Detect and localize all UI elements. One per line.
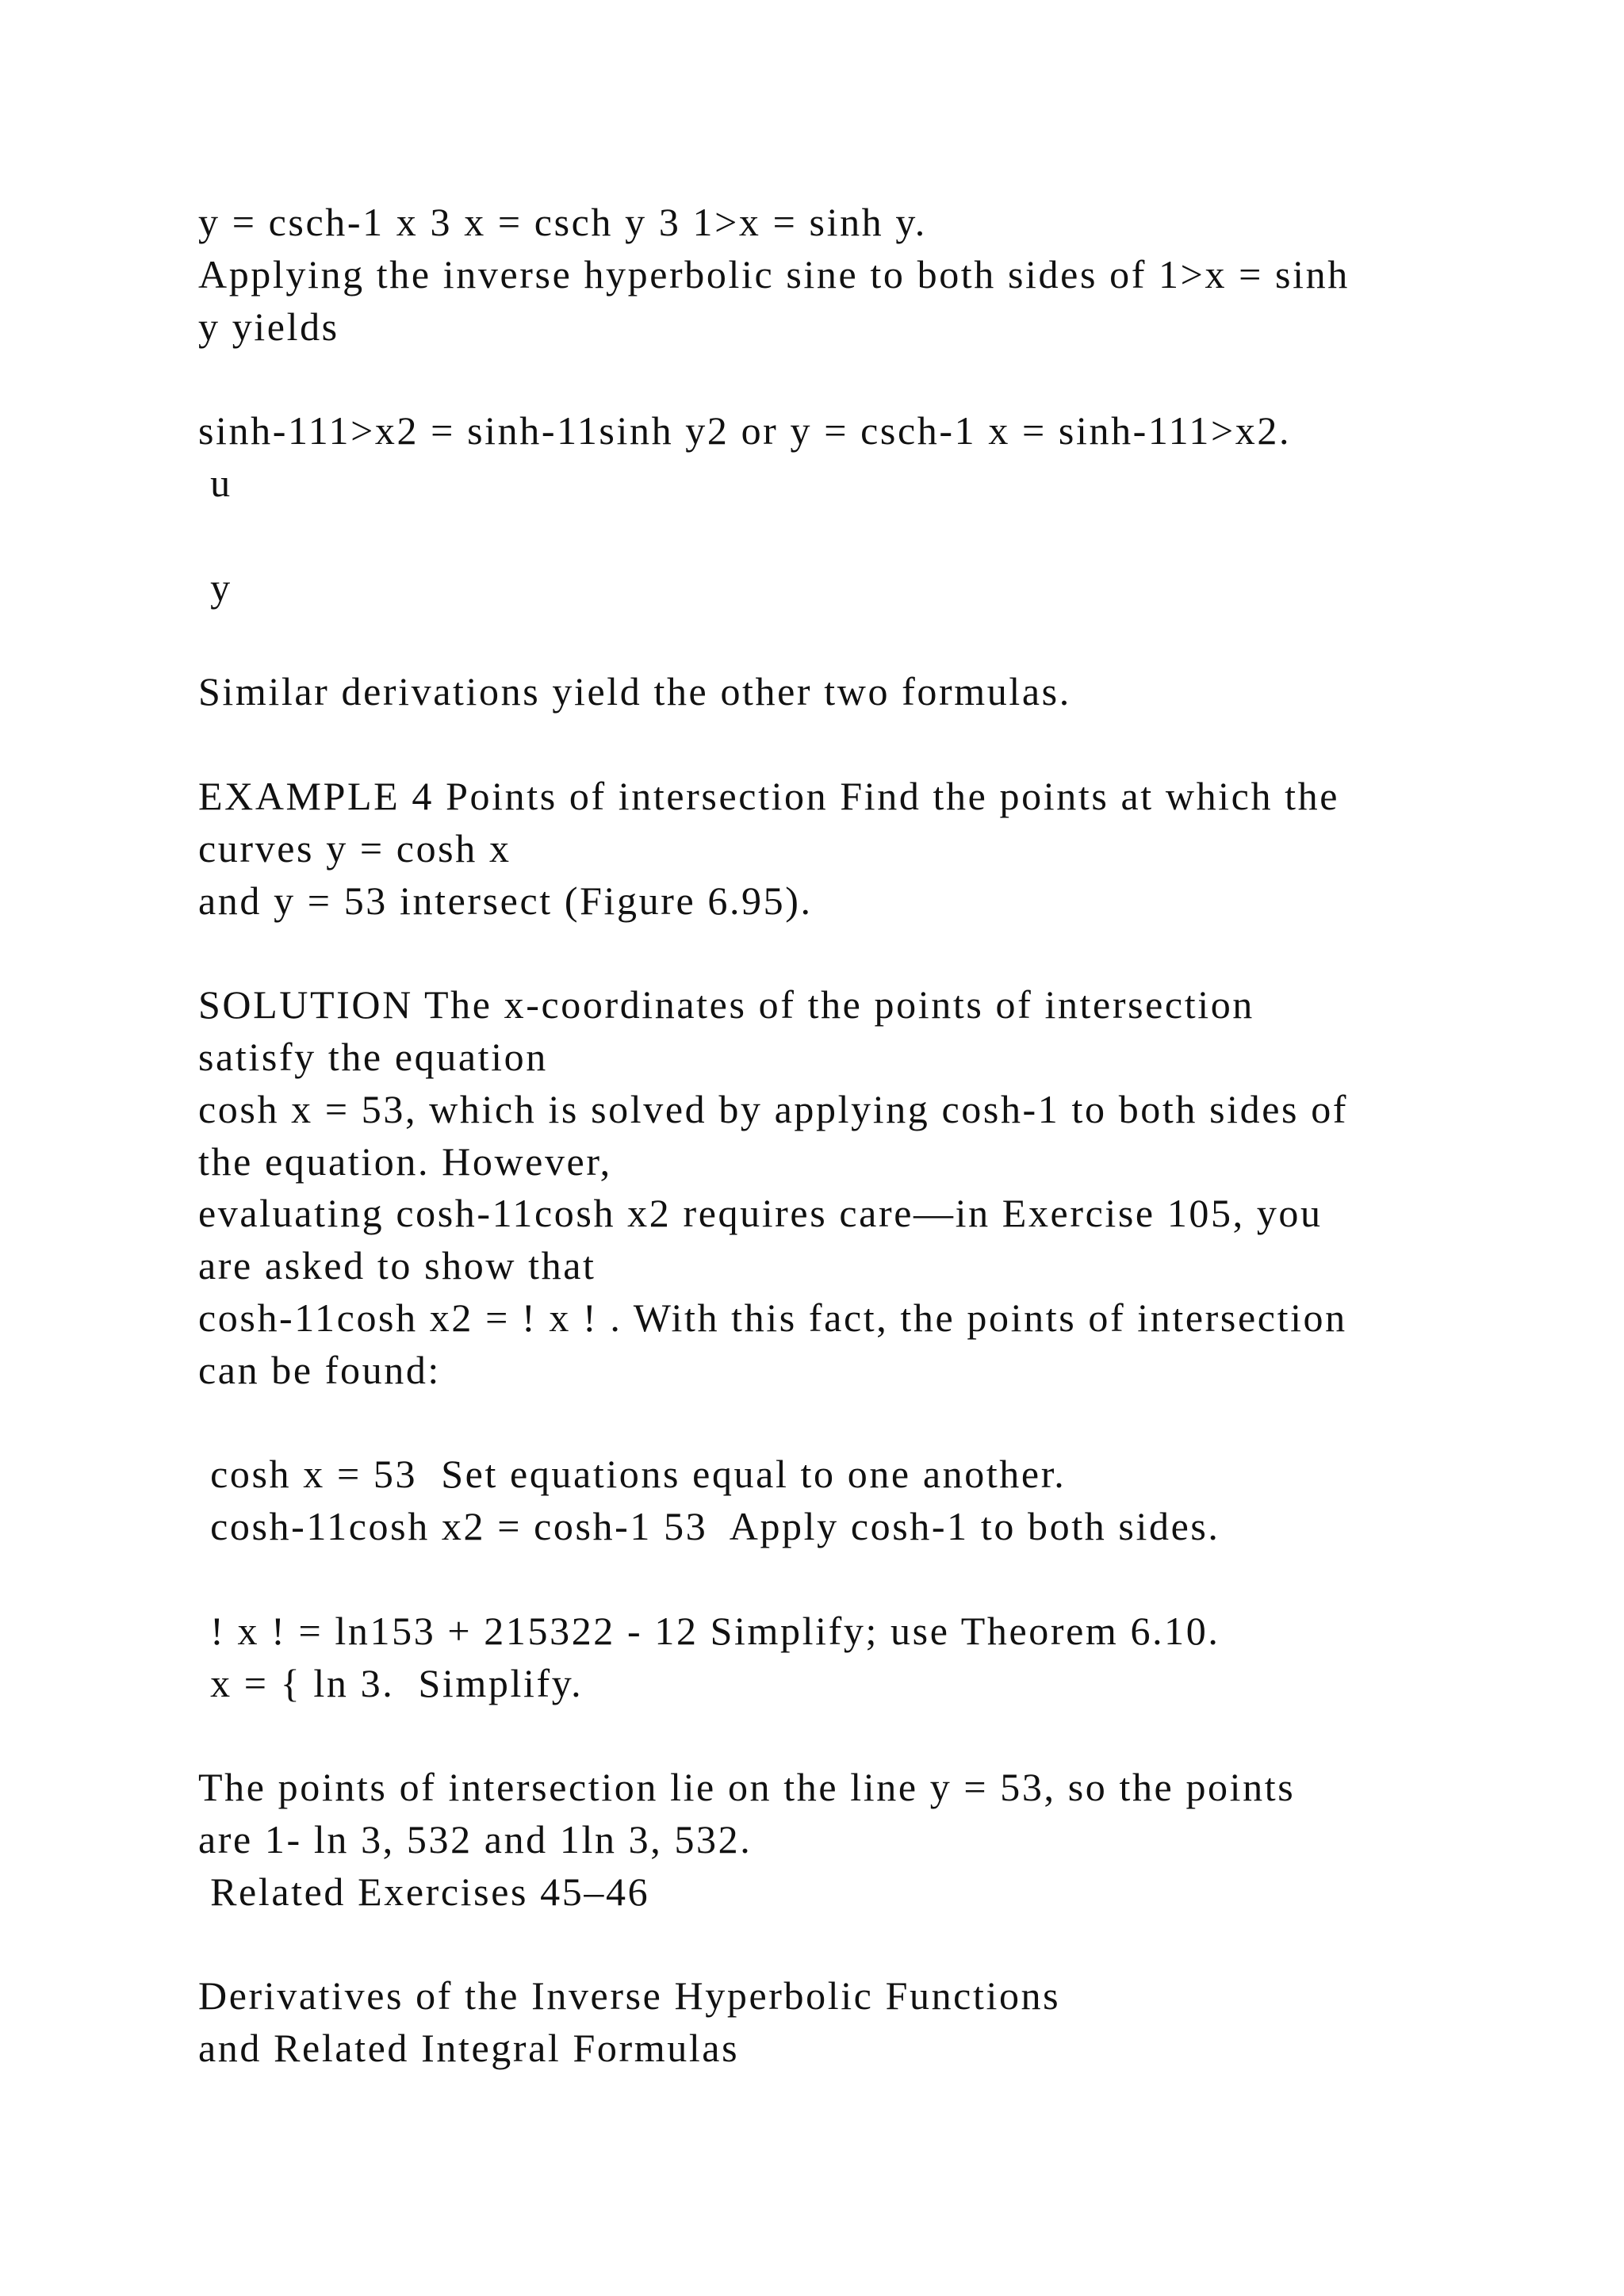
text-line: Applying the inverse hyperbolic sine to both sides of 1>x = sinh [198,252,1350,297]
section-heading: and Related Integral Formulas [198,2026,740,2070]
text-line: are asked to show that [198,1243,596,1288]
text-line: are 1- ln 3, 532 and 1ln 3, 532. [198,1817,753,1862]
text-line: cosh-11cosh x2 = cosh-1 53 Apply cosh-1 to both sides. [198,1504,1220,1548]
text-line: the equation. However, [198,1139,612,1184]
text-line: cosh x = 53 Set equations equal to one another. [198,1452,1067,1496]
text-line: cosh-11cosh x2 = ! x ! . With this fact, the points of intersection [198,1295,1347,1340]
text-line: x = { ln 3. Simplify. [198,1661,584,1705]
text-line: y [198,565,232,610]
text-line: The points of intersection lie on the line y = 53, so the points [198,1765,1296,1809]
text-line: sinh-111>x2 = sinh-11sinh y2 or y = csch-1 x = sinh-111>x2. [198,408,1292,453]
text-line: cosh x = 53, which is solved by applying cosh-1 to both sides of [198,1087,1349,1131]
text-line: y yields [198,304,339,349]
text-line: ! x ! = ln153 + 215322 - 12 Simplify; use Theorem 6.10. [198,1609,1220,1653]
text-line: y = csch-1 x 3 x = csch y 3 1>x = sinh y. [198,200,927,244]
text-line: u [198,461,232,505]
text-line: satisfy the equation [198,1035,548,1079]
text-line: Related Exercises 45–46 [198,1869,650,1914]
text-line: Similar derivations yield the other two formulas. [198,669,1071,714]
text-line: evaluating cosh-11cosh x2 requires care—in Exercise 105, you [198,1191,1323,1235]
text-line: EXAMPLE 4 Points of intersection Find the points at which the [198,774,1340,818]
section-heading: Derivatives of the Inverse Hyperbolic Functions [198,1973,1061,2018]
text-line: curves y = cosh x [198,826,511,871]
text-line: can be found: [198,1348,441,1392]
text-line: SOLUTION The x-coordinates of the points of intersection [198,982,1254,1027]
text-line: and y = 53 intersect (Figure 6.95). [198,878,813,923]
